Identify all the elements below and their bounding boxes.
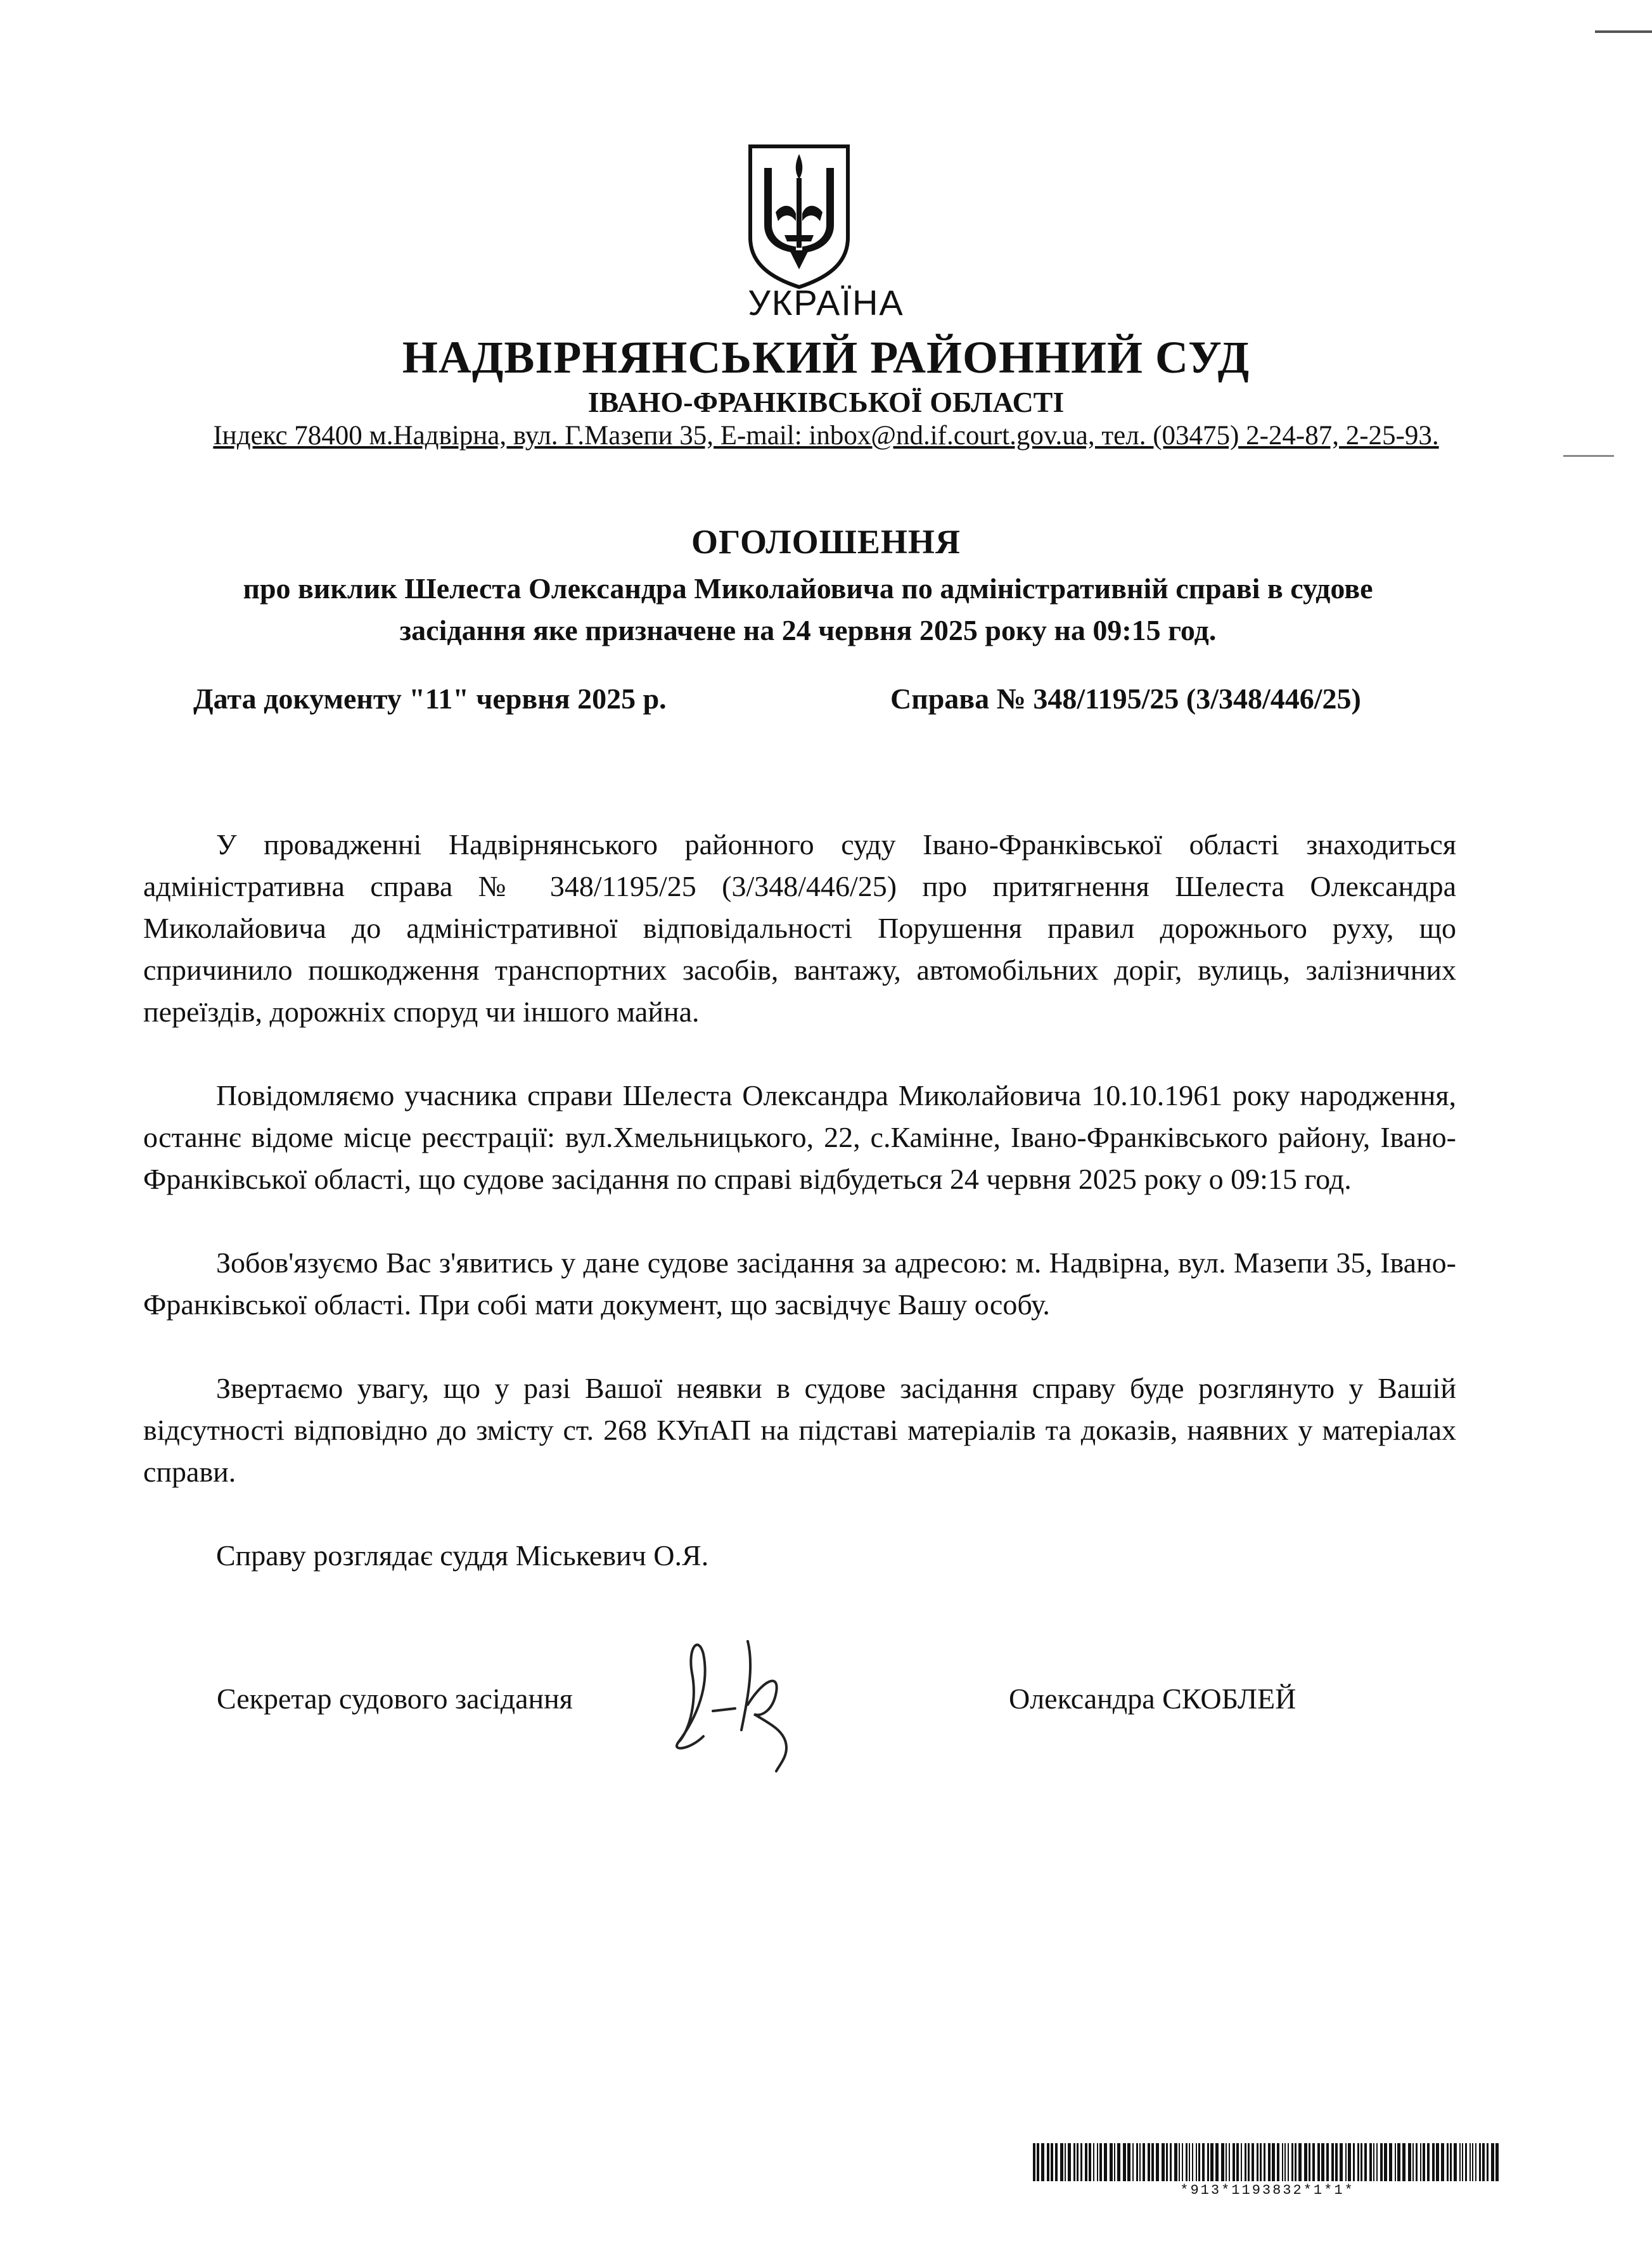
barcode-bar	[1097, 2143, 1098, 2181]
barcode-bar	[1077, 2143, 1079, 2181]
barcode-bar	[1192, 2143, 1193, 2181]
barcode-bar	[1447, 2143, 1449, 2181]
country-name: УКРАЇНА	[748, 283, 904, 323]
court-name: НАДВІРНЯНСЬКИЙ РАЙОННИЙ СУД	[402, 332, 1250, 383]
barcode-bar	[1166, 2143, 1168, 2181]
body-paragraph: Зобов'язуємо Вас з'явитись у дане судове засідання за адресою: м. Надвірна, вул. Мазепи 35, Івано-Франківської області. При собі мати документ, що засвідчує Вашу особу.	[143, 1246, 1456, 1321]
barcode-bar	[1182, 2143, 1183, 2181]
barcode-bar	[1139, 2143, 1141, 2181]
case-number: Справа № 348/1195/25 (3/348/446/25)	[890, 682, 1361, 715]
barcode-bar	[1041, 2143, 1044, 2181]
barcode-bar	[1093, 2143, 1094, 2181]
court-contacts: Індекс 78400 м.Надвірна, вул. Г.Мазепи 35, E-mail: inbox@nd.if.court.gov.ua, тел. (03475) 2-24-87, 2-25-93.	[213, 421, 1439, 451]
barcode-bar	[1373, 2143, 1374, 2181]
barcode-bar	[1123, 2143, 1126, 2181]
barcode-bar	[1326, 2143, 1329, 2181]
barcode-bar	[1189, 2143, 1190, 2181]
signatory-name: Олександра СКОБЛЕЙ	[1009, 1682, 1297, 1715]
barcode-bar	[1475, 2143, 1476, 2181]
handwritten-signature	[653, 1629, 817, 1774]
barcode-bar	[1110, 2143, 1113, 2181]
court-region: ІВАНО-ФРАНКІВСЬКОЇ ОБЛАСТІ	[587, 386, 1065, 418]
scan-edge-mark	[1563, 455, 1614, 457]
barcode-bar	[1207, 2143, 1209, 2181]
barcode-bar	[1136, 2143, 1138, 2181]
barcode-bar	[1236, 2143, 1239, 2181]
barcode-bar	[1364, 2143, 1367, 2181]
barcode-bar	[1202, 2143, 1205, 2181]
barcode-bar	[1335, 2143, 1338, 2181]
coat-of-arms-trident-icon	[745, 143, 853, 290]
barcode-bar	[1436, 2143, 1439, 2181]
barcode-bar	[1361, 2143, 1362, 2181]
barcode-bar	[1196, 2143, 1197, 2181]
barcode-bar	[1248, 2143, 1250, 2181]
barcode-bar	[1441, 2143, 1444, 2181]
barcode-bar	[1495, 2143, 1499, 2181]
barcode-bar	[1482, 2143, 1485, 2181]
barcode-bar	[1229, 2143, 1230, 2181]
barcode-bar	[1487, 2143, 1489, 2181]
barcode-bar	[1089, 2143, 1091, 2181]
barcode-bar	[1210, 2143, 1213, 2181]
barcode-bar	[1459, 2143, 1461, 2181]
barcode-bar	[1162, 2143, 1165, 2181]
barcode-bar	[1143, 2143, 1145, 2181]
barcode-bar	[1055, 2143, 1058, 2181]
barcode-bar	[1288, 2143, 1289, 2181]
barcode-bar	[1099, 2143, 1102, 2181]
barcode-bar	[1353, 2143, 1355, 2181]
barcode-bar	[1470, 2143, 1471, 2181]
barcode-bar	[1174, 2143, 1177, 2181]
barcode-bar	[1068, 2143, 1071, 2181]
barcode-bar	[1340, 2143, 1343, 2181]
barcode-icon	[1033, 2143, 1502, 2181]
barcode-bar	[1284, 2143, 1286, 2181]
barcode-bar	[1272, 2143, 1275, 2181]
barcode-bar	[1104, 2143, 1107, 2181]
barcode-bar	[1198, 2143, 1200, 2181]
document-subtitle-line: про виклик Шелеста Олександра Миколайовича по адміністративній справі в судове	[243, 572, 1373, 605]
document-subtitle	[146, 568, 1470, 651]
barcode-bar	[1245, 2143, 1246, 2181]
barcode-bar	[1298, 2143, 1302, 2181]
barcode-bar	[1357, 2143, 1359, 2181]
barcode-bar	[1389, 2143, 1392, 2181]
barcode-bar	[1051, 2143, 1053, 2181]
barcode-bar	[1380, 2143, 1383, 2181]
barcode-bar	[1268, 2143, 1271, 2181]
barcode-bar	[1033, 2143, 1035, 2181]
document-title: ОГОЛОШЕННЯ	[691, 523, 961, 561]
barcode-bar	[1397, 2143, 1400, 2181]
document-body	[143, 824, 1456, 1618]
barcode-bar	[1282, 2143, 1283, 2181]
barcode-bar	[1416, 2143, 1418, 2181]
barcode-bar	[1252, 2143, 1254, 2181]
barcode-bar	[1432, 2143, 1435, 2181]
barcode-bar	[1179, 2143, 1180, 2181]
signatory-role: Секретар судового засідання	[217, 1682, 573, 1715]
body-paragraph: У провадженні Надвірнянського районного суду Івано-Франківської області знаходиться адміністративна справа № 348/1195/25 (3/348/446/25) про притягнення Шелеста Олександра Миколайовича до адміністративної відповідальності Порушення правил дорожнього руху, що спричинило пошкодження транспортних засобів, вантажу, автомобільних доріг, вулиць, залізничних переїздів, дорожніх споруд чи іншого майна.	[143, 828, 1456, 1028]
barcode-bar	[1233, 2143, 1235, 2181]
barcode-bar	[1321, 2143, 1324, 2181]
barcode-bar	[1085, 2143, 1087, 2181]
barcode-bar	[1427, 2143, 1430, 2181]
barcode-bar	[1047, 2143, 1049, 2181]
document-date: Дата документу "11" червня 2025 р.	[193, 682, 667, 715]
barcode-bar	[1450, 2143, 1452, 2181]
barcode-bar	[1073, 2143, 1075, 2181]
barcode-bar	[1132, 2143, 1134, 2181]
scan-edge-mark	[1595, 30, 1652, 33]
barcode-bar	[1060, 2143, 1063, 2181]
barcode-bar	[1479, 2143, 1481, 2181]
barcode-bar	[1348, 2143, 1351, 2181]
barcode-bar	[1221, 2143, 1224, 2181]
barcode-bar	[1331, 2143, 1334, 2181]
barcode-bar	[1065, 2143, 1066, 2181]
barcode-bar	[1472, 2143, 1473, 2181]
barcode-bar	[1156, 2143, 1159, 2181]
barcode-bar	[1312, 2143, 1315, 2181]
barcode-bar	[1151, 2143, 1154, 2181]
barcode-bar	[1423, 2143, 1425, 2181]
body-paragraph: Повідомляємо учасника справи Шелеста Олександра Миколайовича 10.10.1961 року народження, останнє відоме місце реєстрації: вул.Хмельницького, 22, с.Камінне, Івано-Франківського району, Івано-Франківської області, що судове засідання по справі відбудеться 24 червня 2025 року о 09:15 год.	[143, 1079, 1456, 1195]
barcode-bar	[1420, 2143, 1421, 2181]
barcode-bar	[1226, 2143, 1227, 2181]
barcode-bar	[1376, 2143, 1378, 2181]
barcode-bar	[1186, 2143, 1188, 2181]
barcode-bar	[1260, 2143, 1262, 2181]
barcode-bar	[1412, 2143, 1414, 2181]
barcode-bar	[1037, 2143, 1039, 2181]
body-paragraph: Звертаємо увагу, що у разі Вашої неявки в судове засідання справу буде розглянуто у Вашій відсутності відповідно до змісту ст. 268 КУпАП на підставі матеріалів та доказів, наявних у матеріалах справи.	[143, 1372, 1456, 1488]
barcode-bar	[1215, 2143, 1219, 2181]
barcode-bar	[1277, 2143, 1279, 2181]
barcode-bar	[1317, 2143, 1320, 2181]
barcode-bar	[1304, 2143, 1307, 2181]
barcode-bar	[1465, 2143, 1467, 2181]
barcode-bar	[1454, 2143, 1457, 2181]
barcode-bar	[1491, 2143, 1494, 2181]
barcode-text: *913*1193832*1*1*	[1180, 2184, 1355, 2198]
barcode-bar	[1291, 2143, 1293, 2181]
barcode-bar	[1462, 2143, 1463, 2181]
barcode-bar	[1408, 2143, 1411, 2181]
barcode-bar	[1384, 2143, 1387, 2181]
barcode-bar	[1295, 2143, 1297, 2181]
barcode-bar	[1114, 2143, 1115, 2181]
barcode-bar	[1170, 2143, 1172, 2181]
barcode-bar	[1241, 2143, 1242, 2181]
barcode-bar	[1257, 2143, 1258, 2181]
barcode-bar	[1345, 2143, 1347, 2181]
body-paragraph: Справу розглядає суддя Міськевич О.Я.	[216, 1539, 709, 1572]
barcode-bar	[1117, 2143, 1120, 2181]
barcode-bar	[1402, 2143, 1405, 2181]
barcode-bar	[1080, 2143, 1082, 2181]
document-subtitle-line: засідання яке призначене на 24 червня 2025 року на 09:15 год.	[399, 614, 1217, 646]
barcode-bar	[1395, 2143, 1396, 2181]
barcode-bar	[1127, 2143, 1130, 2181]
barcode-bar	[1309, 2143, 1310, 2181]
barcode-bar	[1148, 2143, 1150, 2181]
barcode-bar	[1264, 2143, 1265, 2181]
barcode-bar	[1369, 2143, 1372, 2181]
